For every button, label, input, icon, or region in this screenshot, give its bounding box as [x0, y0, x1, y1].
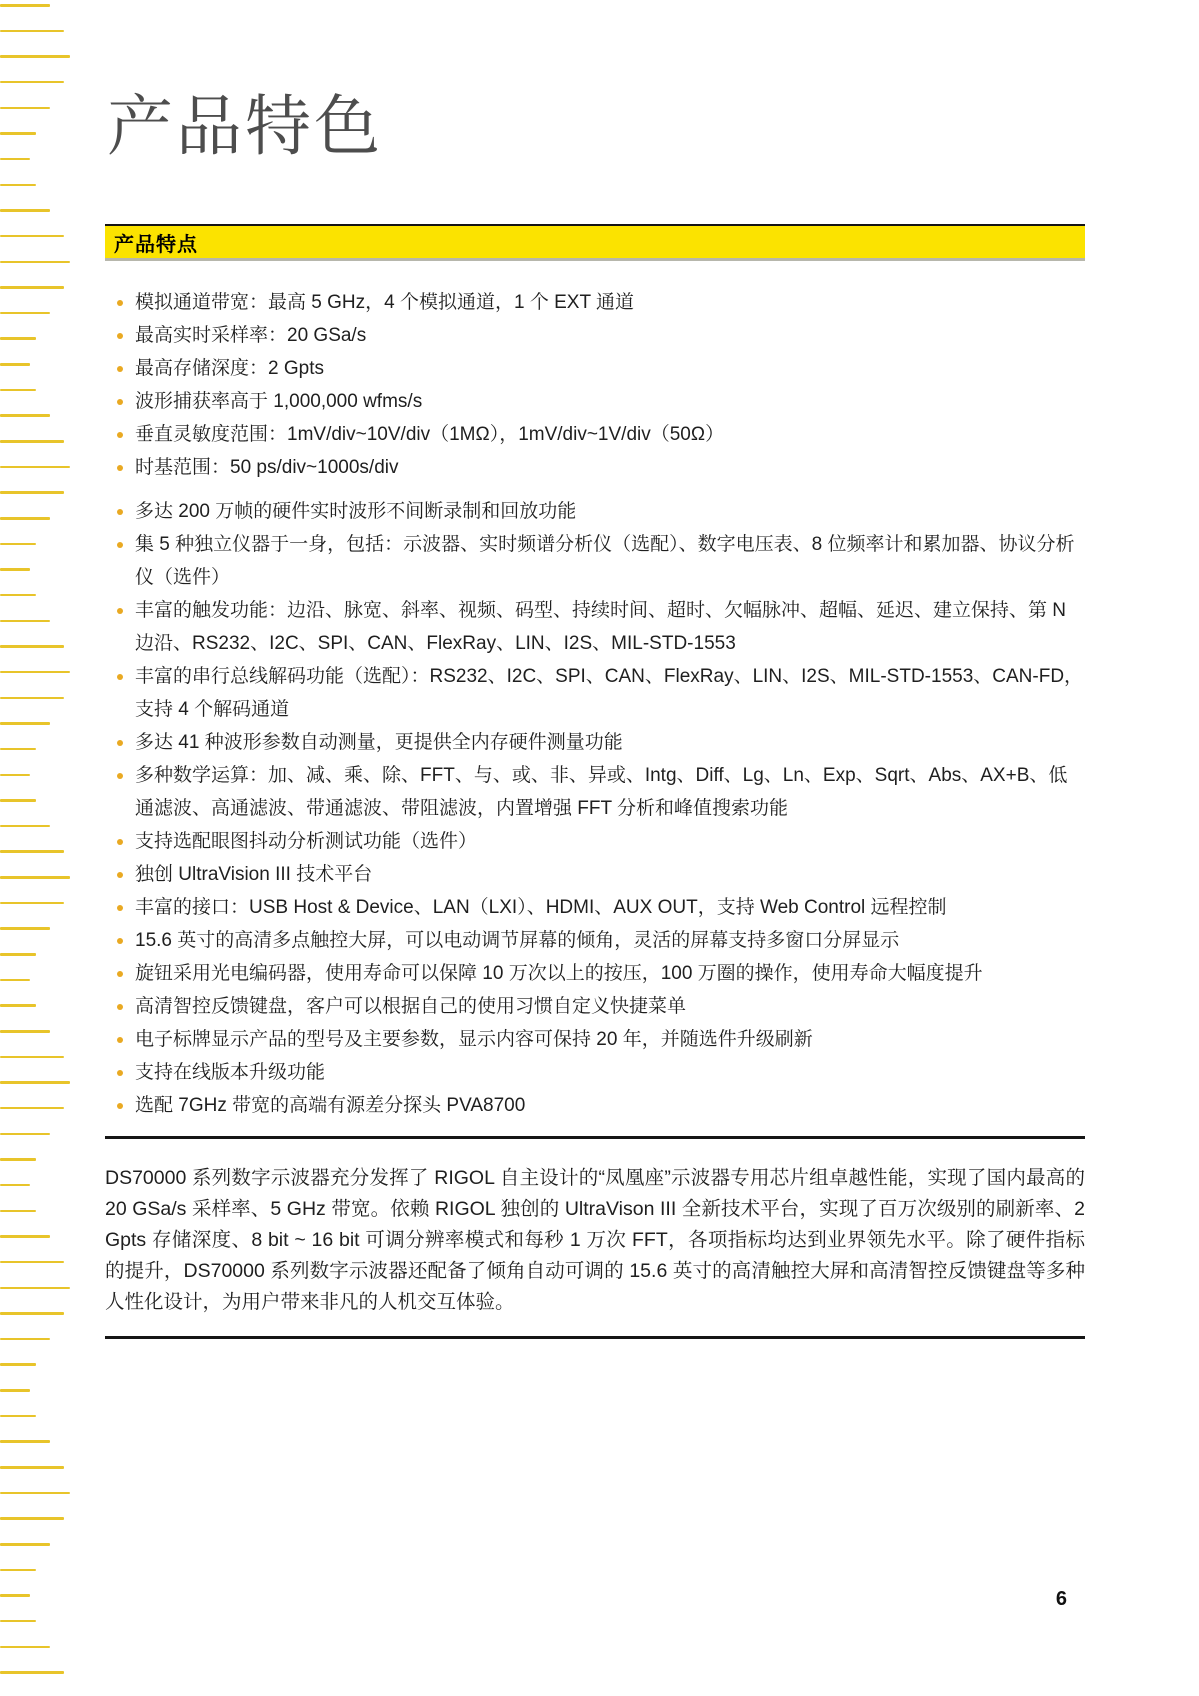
- bullet-icon: [117, 905, 123, 911]
- list-item: [105, 660, 1085, 726]
- edge-line: [0, 1184, 30, 1187]
- list-item-text: 波形捕获率高于 1,000,000 wfms/s: [135, 391, 423, 412]
- edge-line: [0, 466, 70, 469]
- edge-line: [0, 209, 50, 212]
- list-item-text: 垂直灵敏度范围：1mV/div~10V/div（1MΩ），1mV/div~1V/div（50Ω）: [135, 424, 725, 445]
- edge-line: [0, 1492, 70, 1495]
- list-item-text: 最高存储深度：2 Gpts: [135, 358, 324, 379]
- divider-top: [105, 1136, 1085, 1139]
- list-item: [105, 858, 1085, 891]
- edge-line: [0, 953, 36, 956]
- edge-line: [0, 1030, 50, 1033]
- edge-line: [0, 979, 30, 982]
- section-header-bar: [105, 224, 1085, 261]
- edge-line: [0, 620, 50, 623]
- list-item: [105, 825, 1085, 858]
- bullet-icon: [117, 1037, 123, 1043]
- edge-line: [0, 55, 70, 58]
- edge-line: [0, 1440, 50, 1443]
- bullet-icon: [117, 432, 123, 438]
- edge-line: [0, 1004, 36, 1007]
- edge-line: [0, 850, 64, 853]
- edge-line: [0, 876, 70, 879]
- edge-line: [0, 902, 64, 905]
- list-item: [105, 759, 1085, 825]
- list-item: [105, 286, 1085, 319]
- list-item-text: 时基范围：50 ps/div~1000s/div: [135, 457, 399, 478]
- list-item-text: 模拟通道带宽：最高 5 GHz，4 个模拟通道，1 个 EXT 通道: [135, 292, 634, 313]
- edge-line: [0, 568, 30, 571]
- list-item-text: 高清智控反馈键盘，客户可以根据自己的使用习惯自定义快捷菜单: [135, 996, 687, 1017]
- bullet-icon: [117, 740, 123, 746]
- list-item: [105, 594, 1085, 660]
- list-item-text: 多达 41 种波形参数自动测量，更提供全内存硬件测量功能: [135, 732, 623, 753]
- edge-line: [0, 543, 36, 546]
- bullet-icon: [117, 839, 123, 845]
- edge-line: [0, 594, 36, 597]
- list-item: [105, 1023, 1085, 1056]
- list-item: [105, 451, 1085, 484]
- edge-line: [0, 1312, 64, 1315]
- list-item: [105, 352, 1085, 385]
- list-item: [105, 891, 1085, 924]
- list-item-text: 丰富的触发功能：边沿、脉宽、斜率、视频、码型、持续时间、超时、欠幅脉冲、超幅、延迟、建立保持、第 N 边沿、RS232、I2C、SPI、CAN、FlexRay、LIN、I2S、MIL-STD-1553: [135, 600, 1067, 654]
- edge-line: [0, 517, 50, 520]
- bullet-icon: [117, 1004, 123, 1010]
- list-item: [105, 319, 1085, 352]
- list-item-text: 多种数学运算：加、减、乘、除、FFT、与、或、非、异或、Intg、Diff、Lg、Ln、Exp、Sqrt、Abs、AX+B、低通滤波、高通滤波、带通滤波、带阻滤波，内置增强 FFT 分析和峰值搜索功能: [135, 765, 1068, 819]
- list-item-text: 丰富的串行总线解码功能（选配）：RS232、I2C、SPI、CAN、FlexRay、LIN、I2S、MIL-STD-1553、CAN-FD，支持 4 个解码通道: [135, 666, 1084, 720]
- edge-line: [0, 799, 36, 802]
- list-item: [105, 1089, 1085, 1122]
- list-item-text: 多达 200 万帧的硬件实时波形不间断录制和回放功能: [135, 501, 577, 522]
- edge-line: [0, 1235, 50, 1238]
- edge-line: [0, 1543, 50, 1546]
- divider-bottom: [105, 1336, 1085, 1339]
- list-item-text: 旋钮采用光电编码器，使用寿命可以保障 10 万次以上的按压，100 万圈的操作，使用寿命大幅度提升: [135, 963, 983, 984]
- bullet-icon: [117, 1103, 123, 1109]
- bullet-icon: [117, 333, 123, 339]
- list-item-text: 支持在线版本升级功能: [135, 1062, 326, 1083]
- edge-line: [0, 1671, 64, 1674]
- edge-line: [0, 1133, 50, 1136]
- edge-line: [0, 1261, 64, 1264]
- edge-line: [0, 1569, 36, 1572]
- list-item-text: 最高实时采样率：20 GSa/s: [135, 325, 367, 346]
- edge-line: [0, 81, 64, 84]
- list-item-text: 独创 UltraVision III 技术平台: [135, 864, 373, 885]
- list-item: [105, 528, 1085, 594]
- edge-line: [0, 1466, 64, 1469]
- list-item: [105, 924, 1085, 957]
- list-item: [105, 495, 1085, 528]
- bullet-icon: [117, 674, 123, 680]
- edge-line: [0, 1517, 64, 1520]
- bullet-icon: [117, 872, 123, 878]
- edge-line: [0, 748, 36, 751]
- bullet-icon: [117, 399, 123, 405]
- list-item-text: 选配 7GHz 带宽的高端有源差分探头 PVA8700: [135, 1095, 526, 1116]
- edge-line: [0, 389, 36, 392]
- feature-bullet-list: [105, 495, 1085, 1122]
- list-item-text: 支持选配眼图抖动分析测试功能（选件）: [135, 831, 478, 852]
- edge-line: [0, 491, 64, 494]
- edge-line: [0, 312, 50, 315]
- page-number: 6: [1055, 1588, 1067, 1610]
- edge-line: [0, 132, 36, 135]
- edge-line: [0, 1338, 50, 1341]
- edge-line: [0, 1158, 36, 1161]
- bullet-icon: [117, 938, 123, 944]
- bullet-icon: [117, 465, 123, 471]
- edge-line: [0, 1415, 36, 1418]
- edge-line: [0, 184, 36, 187]
- edge-line: [0, 1056, 64, 1059]
- list-item: [105, 1056, 1085, 1089]
- edge-line: [0, 337, 36, 340]
- edge-line: [0, 414, 50, 417]
- bullet-icon: [117, 773, 123, 779]
- list-item: [105, 990, 1085, 1023]
- edge-line: [0, 774, 30, 777]
- edge-line: [0, 1107, 64, 1110]
- page-content: [105, 0, 1085, 1696]
- list-item: [105, 418, 1085, 451]
- list-item: [105, 957, 1085, 990]
- page-title: 产品特色: [107, 89, 383, 163]
- list-item: [105, 385, 1085, 418]
- list-item-text: 丰富的接口：USB Host & Device、LAN（LXI）、HDMI、AUX OUT，支持 Web Control 远程控制: [135, 897, 947, 918]
- edge-line: [0, 1287, 70, 1290]
- edge-line: [0, 671, 70, 674]
- edge-decoration: [0, 0, 90, 1696]
- bullet-icon: [117, 542, 123, 548]
- list-item-text: 集 5 种独立仪器于一身，包括：示波器、实时频谱分析仪（选配）、数字电压表、8 位频率计和累加器、协议分析仪（选件）: [135, 534, 1075, 588]
- bullet-icon: [117, 1070, 123, 1076]
- bullet-icon: [117, 608, 123, 614]
- list-item: [105, 726, 1085, 759]
- edge-line: [0, 440, 64, 443]
- edge-line: [0, 286, 64, 289]
- edge-line: [0, 1389, 30, 1392]
- list-item-text: 15.6 英寸的高清多点触控大屏，可以电动调节屏幕的倾角，灵活的屏幕支持多窗口分屏显示: [135, 930, 900, 951]
- bullet-icon: [117, 509, 123, 515]
- edge-line: [0, 4, 50, 7]
- edge-line: [0, 1081, 70, 1084]
- edge-line: [0, 261, 70, 264]
- bullet-icon: [117, 971, 123, 977]
- edge-line: [0, 1363, 36, 1366]
- list-item-text: 电子标牌显示产品的型号及主要参数，显示内容可保持 20 年，并随选件升级刷新: [135, 1029, 813, 1050]
- spec-bullet-list: [105, 286, 1085, 484]
- edge-line: [0, 927, 50, 930]
- edge-line: [0, 825, 50, 828]
- bullet-icon: [117, 300, 123, 306]
- bullet-icon: [117, 366, 123, 372]
- edge-line: [0, 697, 64, 700]
- edge-line: [0, 1594, 30, 1597]
- edge-line: [0, 645, 64, 648]
- edge-line: [0, 235, 64, 238]
- edge-line: [0, 1210, 36, 1213]
- edge-line: [0, 30, 64, 33]
- edge-line: [0, 363, 30, 366]
- edge-line: [0, 107, 50, 110]
- edge-line: [0, 722, 50, 725]
- edge-line: [0, 158, 30, 161]
- section-header-label: 产品特点: [114, 233, 198, 256]
- edge-line: [0, 1620, 36, 1623]
- edge-line: [0, 1646, 50, 1649]
- description-paragraph: DS70000 系列数字示波器充分发挥了 RIGOL 自主设计的“凤凰座”示波器专用芯片组卓越性能，实现了国内最高的 20 GSa/s 采样率、5 GHz 带宽。依赖 RIGOL 独创的 UltraVison III 全新技术平台，实现了百万次级别的刷新率、2 Gpts 存储深度、8 bit ~ 16 bit 可调分辨率模式和每秒 1 万次 FFT，各项指标均达到业界领先水平。除了硬件指标的提升，DS70000 系列数字示波器还配备了倾角自动可调的 15.6 英寸的高清触控大屏和高清智控反馈键盘等多种人性化设计，为用户带来非凡的人机交互体验。: [105, 1167, 1085, 1313]
